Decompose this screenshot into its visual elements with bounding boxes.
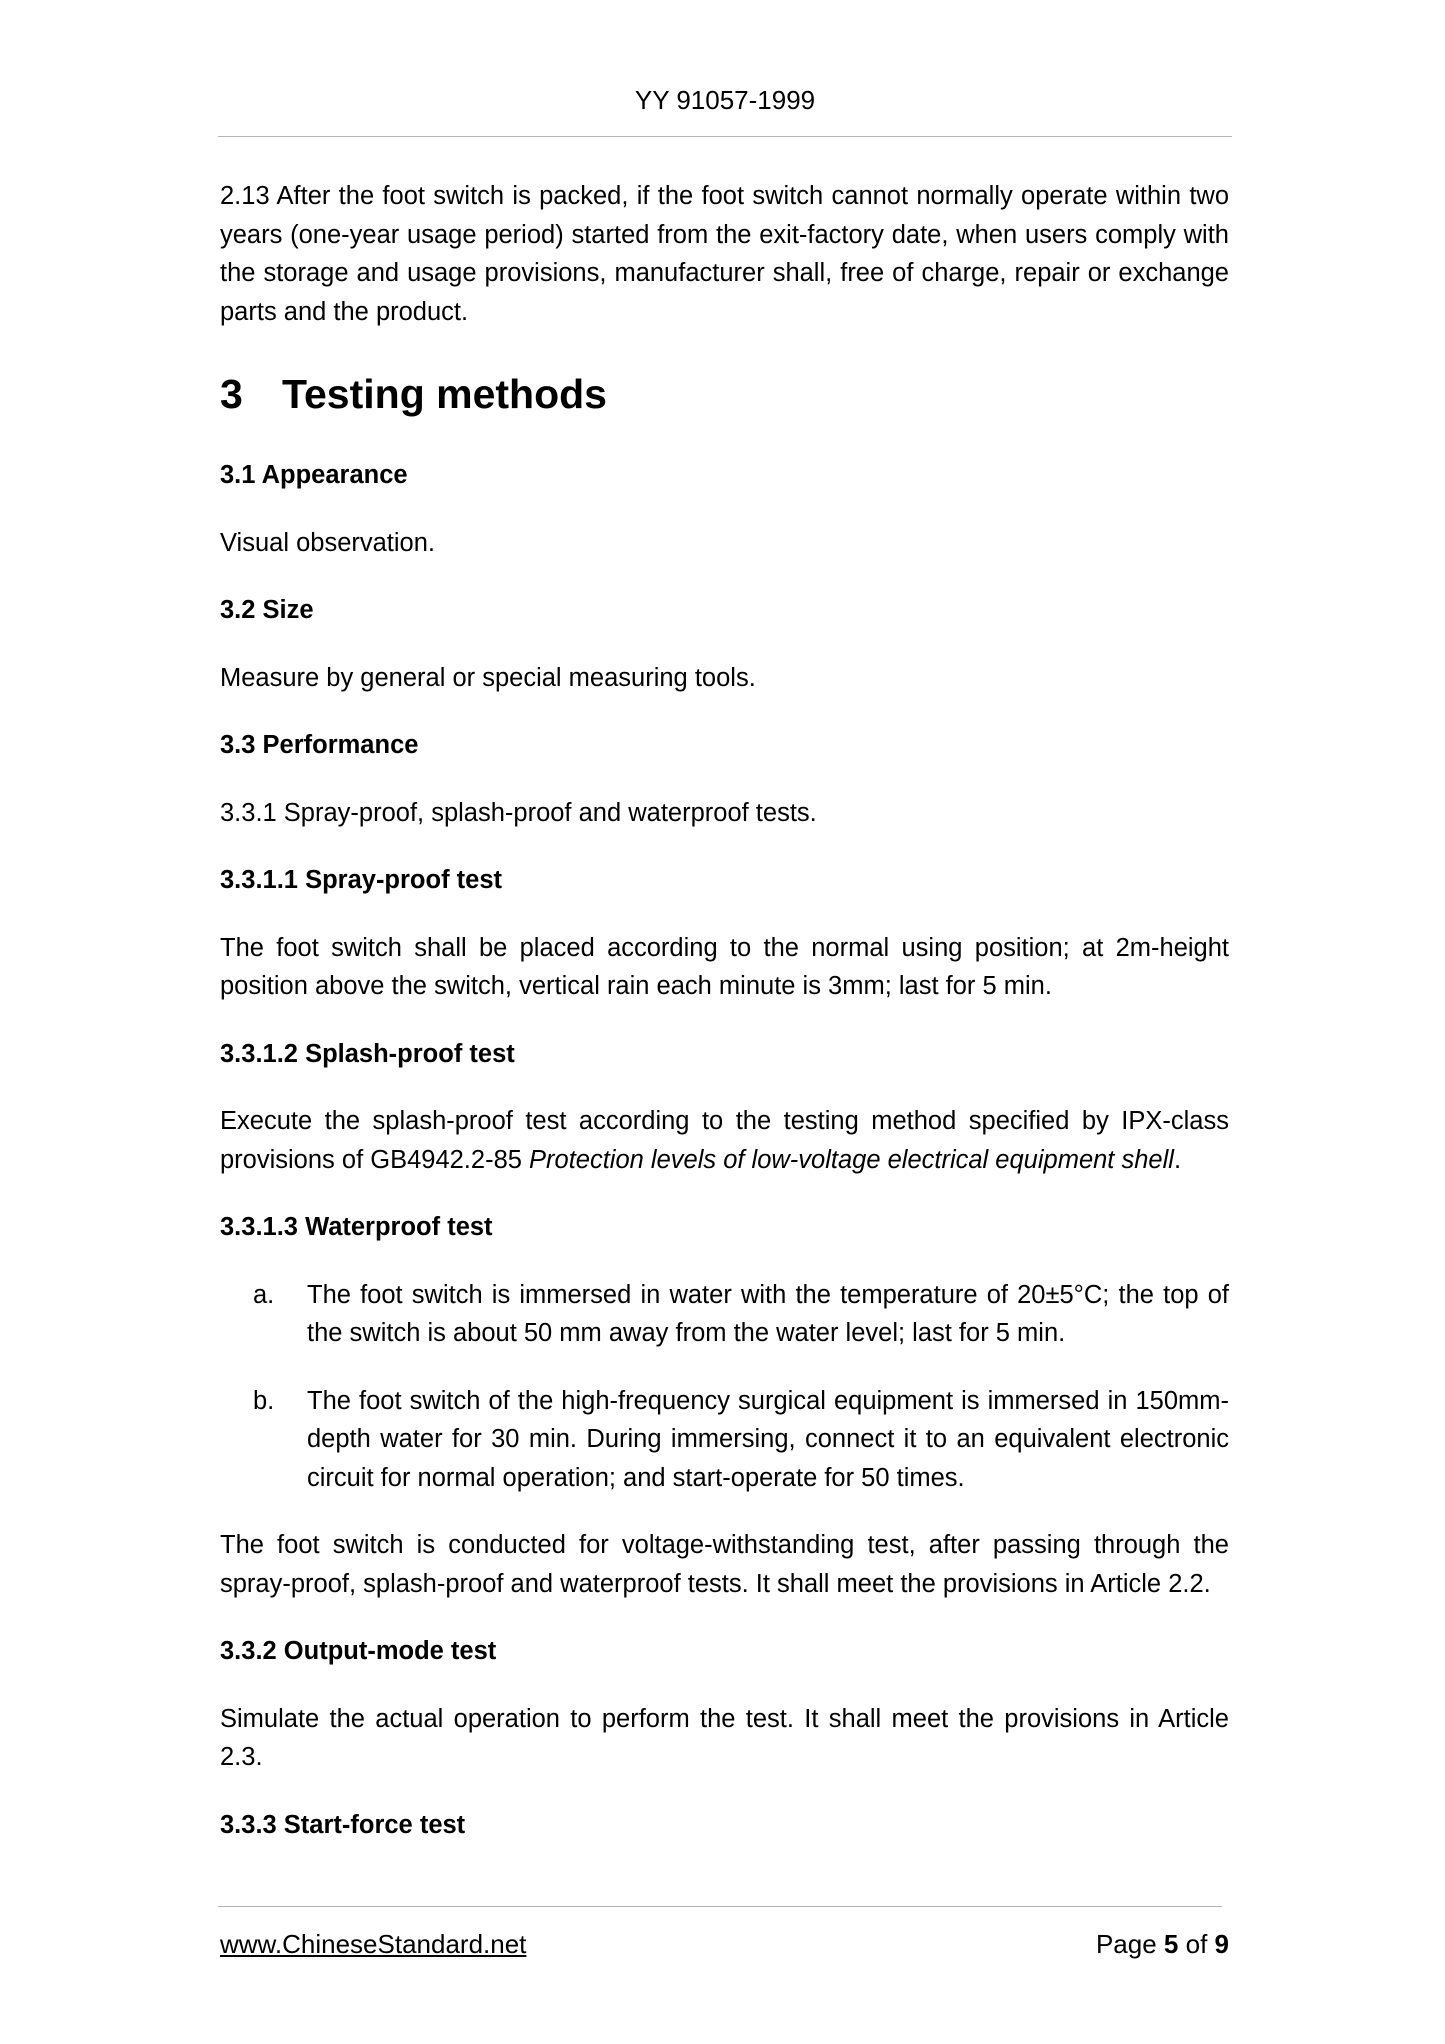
heading-3-3-1-2: 3.3.1.2 Splash-proof test <box>220 1039 515 1068</box>
paragraph-end: . <box>1173 1145 1182 1174</box>
document-body <box>220 177 1229 1873</box>
list-item <box>220 1382 1229 1498</box>
section-number: 3 <box>220 371 243 417</box>
paragraph-3-3-2: Simulate the actual operation to perform the test. It shall meet the provisions in Article 2.3. <box>220 1704 1229 1771</box>
page-total: 9 <box>1214 1929 1229 1959</box>
paragraph-3-3-1-1: The foot switch shall be placed according to the normal using position; at 2m-height position above the switch, vertical rain each minute is 3mm; last for 5 min. <box>220 933 1229 1000</box>
standard-title: Protection levels of low-voltage electrical equipment shell <box>529 1145 1174 1174</box>
paragraph-3-3-1: 3.3.1 Spray-proof, splash-proof and waterproof tests. <box>220 798 817 827</box>
list-item-text: The foot switch is immersed in water with the temperature of 20±5°C; the top of the switch is about 50 mm away from the water level; last for 5 min. <box>307 1280 1229 1347</box>
header-divider <box>218 136 1232 137</box>
paragraph-3-1: Visual observation. <box>220 528 435 557</box>
section-heading <box>220 369 1229 419</box>
heading-3-3: 3.3 Performance <box>220 731 419 759</box>
list-item-text: The foot switch of the high-frequency surgical equipment is immersed in 150mm-depth water for 30 min. During immersing, connect it to an equivalent electronic circuit for normal operation; and start-operate for 50 times. <box>307 1386 1229 1492</box>
heading-3-3-1-3: 3.3.1.3 Waterproof test <box>220 1213 493 1241</box>
heading-3-3-2: 3.3.2 Output-mode test <box>220 1637 497 1665</box>
heading-3-2: 3.2 Size <box>220 596 314 624</box>
paragraph-2-13: 2.13 After the foot switch is packed, if the foot switch cannot normally operate within two years (one-year usage period) started from the exit-factory date, when users comply with the storage and usage provisions, manufacturer shall, free of charge, repair or exchange parts and the product. <box>220 182 1229 326</box>
page-current: 5 <box>1163 1929 1179 1959</box>
heading-3-3-1-1: 3.3.1.1 Spray-proof test <box>220 866 503 894</box>
paragraph-3-2: Measure by general or special measuring tools. <box>220 663 756 692</box>
paragraph-after-list: The foot switch is conducted for voltage-withstanding test, after passing through the spray-proof, splash-proof and waterproof tests. It shall meet the provisions in Article 2.2. <box>220 1531 1229 1598</box>
heading-3-1: 3.1 Appearance <box>220 461 408 489</box>
heading-3-3-3: 3.3.3 Start-force test <box>220 1810 466 1839</box>
page-word: Page <box>1095 1929 1157 1959</box>
paragraph-text: Execute the splash-proof test according to the testing method specified by IPX-class provisions of GB4942.2-85 <box>220 1107 1229 1174</box>
paragraph-3-3-1-2 <box>220 1102 1229 1179</box>
section-title: Testing methods <box>282 371 607 417</box>
page-header: YY 91057-1999 <box>634 85 816 115</box>
list-marker: b. <box>253 1386 275 1415</box>
list-item <box>220 1276 1229 1353</box>
website-link[interactable]: www.ChineseStandard.net <box>220 1929 527 1959</box>
footer-divider <box>218 1906 1222 1907</box>
page-of: of <box>1185 1929 1208 1959</box>
list-marker: a. <box>253 1280 275 1309</box>
page-number <box>1096 1928 1229 1960</box>
